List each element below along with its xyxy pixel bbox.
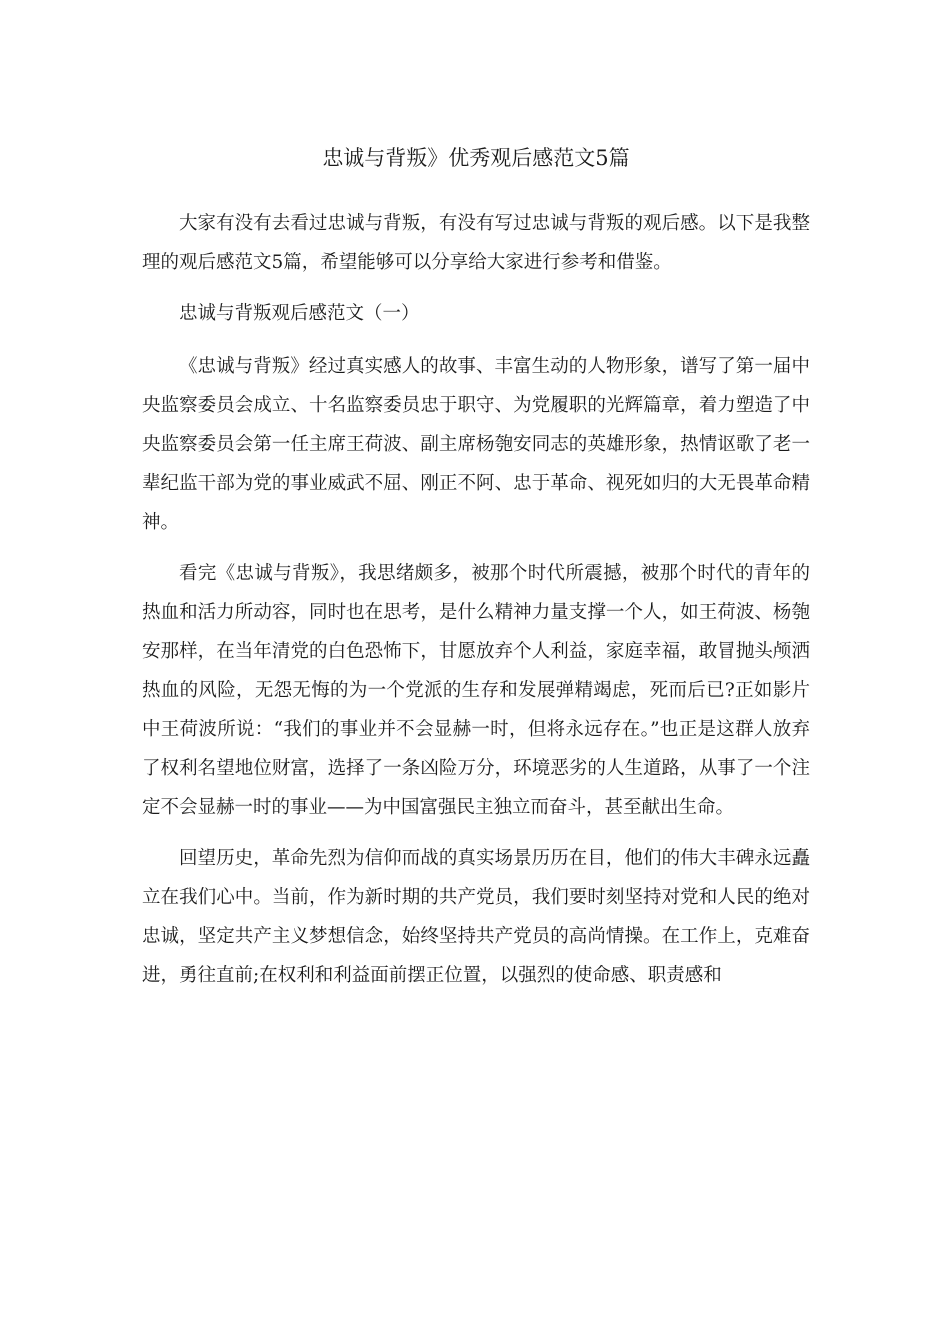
- paragraph-summary: 《忠诚与背叛》经过真实感人的故事、丰富生动的人物形象，谱写了第一届中央监察委员会成立、十名监察委员忠于职守、为党履职的光辉篇章，着力塑造了中央监察委员会第一任主席王荷波、副主席杨匏安同志的英雄形象，热情讴歌了老一辈纪监干部为党的事业威武不屈、刚正不阿、忠于革命、视死如归的大无畏革命精神。: [142, 356, 810, 533]
- document-body: [142, 204, 810, 1007]
- paragraph-history: 回望历史，革命先烈为信仰而战的真实场景历历在目，他们的伟大丰碑永远矗立在我们心中。当前，作为新时期的共产党员，我们要时刻坚持对党和人民的绝对忠诚，坚定共产主义梦想信念，始终坚持共产党员的高尚情操。在工作上，克难奋进，勇往直前;在权利和利益面前摆正位置，以强烈的使命感、职责感和: [142, 848, 810, 986]
- section-heading: 忠诚与背叛观后感范文（一）: [179, 303, 420, 324]
- paragraph-intro: 大家有没有去看过忠诚与背叛，有没有写过忠诚与背叛的观后感。以下是我整理的观后感范文5篇，希望能够可以分享给大家进行参考和借鉴。: [142, 213, 810, 273]
- paragraph-reflection: 看完《忠诚与背叛》，我思绪颇多，被那个时代所震撼，被那个时代的青年的热血和活力所动容，同时也在思考，是什么精神力量支撑一个人，如王荷波、杨匏安那样，在当年清党的白色恐怖下，甘愿放弃个人利益，家庭幸福，敢冒抛头颅洒热血的风险，无怨无悔的为一个党派的生存和发展弹精竭虑，死而后已?正如影片中王荷波所说：“我们的事业并不会显赫一时，但将永远存在。”也正是这群人放弃了权利名望地位财富，选择了一条凶险万分，环境恶劣的人生道路，从事了一个注定不会显赫一时的事业——为中国富强民主独立而奋斗，甚至献出生命。: [142, 563, 810, 818]
- document-title: 忠诚与背叛》优秀观后感范文5篇: [322, 146, 630, 170]
